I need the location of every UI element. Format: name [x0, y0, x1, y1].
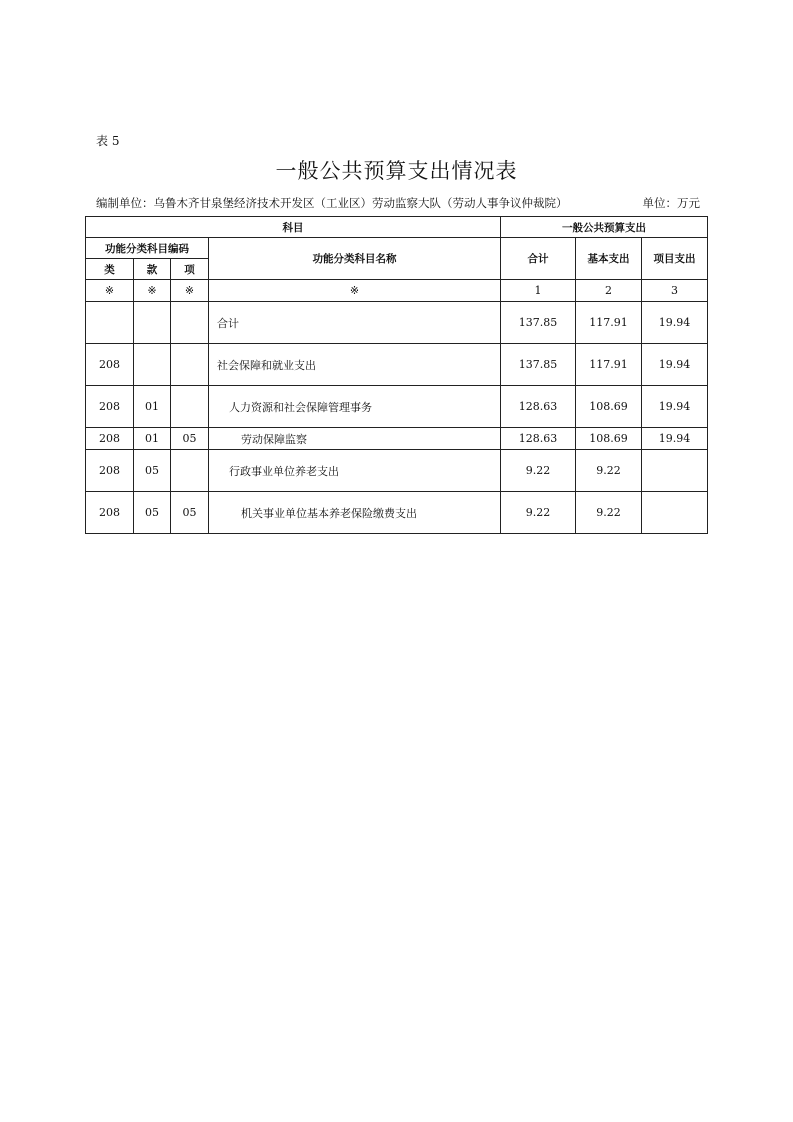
- cell-name: 人力资源和社会保障管理事务: [209, 386, 501, 428]
- cell-lei: 208: [86, 450, 134, 492]
- cell-total: 128.63: [501, 428, 576, 450]
- cell-xiang: [171, 450, 209, 492]
- table-row: [86, 302, 708, 344]
- cell-total: 9.22: [501, 450, 576, 492]
- cell-total: 128.63: [501, 386, 576, 428]
- header-subject: 科目: [86, 217, 501, 238]
- table-row: [86, 428, 708, 450]
- header-xiang: 项: [171, 259, 209, 280]
- mark-kuan: ※: [134, 280, 171, 302]
- cell-lei: [86, 302, 134, 344]
- cell-kuan: 05: [134, 492, 171, 534]
- compiling-unit: 编制单位：乌鲁木齐甘泉堡经济技术开发区（工业区）劳动监察大队（劳动人事争议仲裁院）: [96, 196, 568, 210]
- cell-project: 19.94: [642, 386, 708, 428]
- cell-project: [642, 450, 708, 492]
- cell-name: 社会保障和就业支出: [209, 344, 501, 386]
- cell-lei: 208: [86, 492, 134, 534]
- table-row: [86, 386, 708, 428]
- cell-name: 合计: [209, 302, 501, 344]
- cell-project: [642, 492, 708, 534]
- col-index-3: 3: [642, 280, 708, 302]
- cell-basic: 108.69: [576, 386, 642, 428]
- header-basic: 基本支出: [576, 238, 642, 280]
- cell-xiang: [171, 386, 209, 428]
- unit-label: 单位：万元: [642, 196, 700, 210]
- cell-xiang: [171, 302, 209, 344]
- cell-project: 19.94: [642, 344, 708, 386]
- mark-name: ※: [209, 280, 501, 302]
- col-index-2: 2: [576, 280, 642, 302]
- cell-name: 行政事业单位养老支出: [209, 450, 501, 492]
- cell-kuan: 05: [134, 450, 171, 492]
- cell-xiang: 05: [171, 428, 209, 450]
- cell-total: 137.85: [501, 344, 576, 386]
- cell-kuan: [134, 344, 171, 386]
- cell-total: 9.22: [501, 492, 576, 534]
- cell-xiang: [171, 344, 209, 386]
- cell-kuan: 01: [134, 428, 171, 450]
- cell-basic: 117.91: [576, 302, 642, 344]
- page-title: 一般公共预算支出情况表: [275, 159, 518, 183]
- header-code-group: 功能分类科目编码: [86, 238, 209, 259]
- cell-total: 137.85: [501, 302, 576, 344]
- cell-project: 19.94: [642, 428, 708, 450]
- header-project: 项目支出: [642, 238, 708, 280]
- cell-project: 19.94: [642, 302, 708, 344]
- cell-name: 机关事业单位基本养老保险缴费支出: [209, 492, 501, 534]
- cell-kuan: [134, 302, 171, 344]
- header-kuan: 款: [134, 259, 171, 280]
- cell-basic: 117.91: [576, 344, 642, 386]
- table-row: [86, 344, 708, 386]
- cell-lei: 208: [86, 344, 134, 386]
- mark-xiang: ※: [171, 280, 209, 302]
- table-row: [86, 450, 708, 492]
- cell-basic: 108.69: [576, 428, 642, 450]
- cell-basic: 9.22: [576, 450, 642, 492]
- table-number: 表 5: [96, 134, 120, 148]
- header-lei: 类: [86, 259, 134, 280]
- cell-xiang: 05: [171, 492, 209, 534]
- mark-lei: ※: [86, 280, 134, 302]
- table-row: [86, 492, 708, 534]
- cell-lei: 208: [86, 386, 134, 428]
- cell-basic: 9.22: [576, 492, 642, 534]
- cell-lei: 208: [86, 428, 134, 450]
- col-index-1: 1: [501, 280, 576, 302]
- header-total: 合计: [501, 238, 576, 280]
- header-subject-name: 功能分类科目名称: [209, 238, 501, 280]
- budget-table: [85, 216, 708, 534]
- cell-kuan: 01: [134, 386, 171, 428]
- cell-name: 劳动保障监察: [209, 428, 501, 450]
- header-general-budget: 一般公共预算支出: [501, 217, 708, 238]
